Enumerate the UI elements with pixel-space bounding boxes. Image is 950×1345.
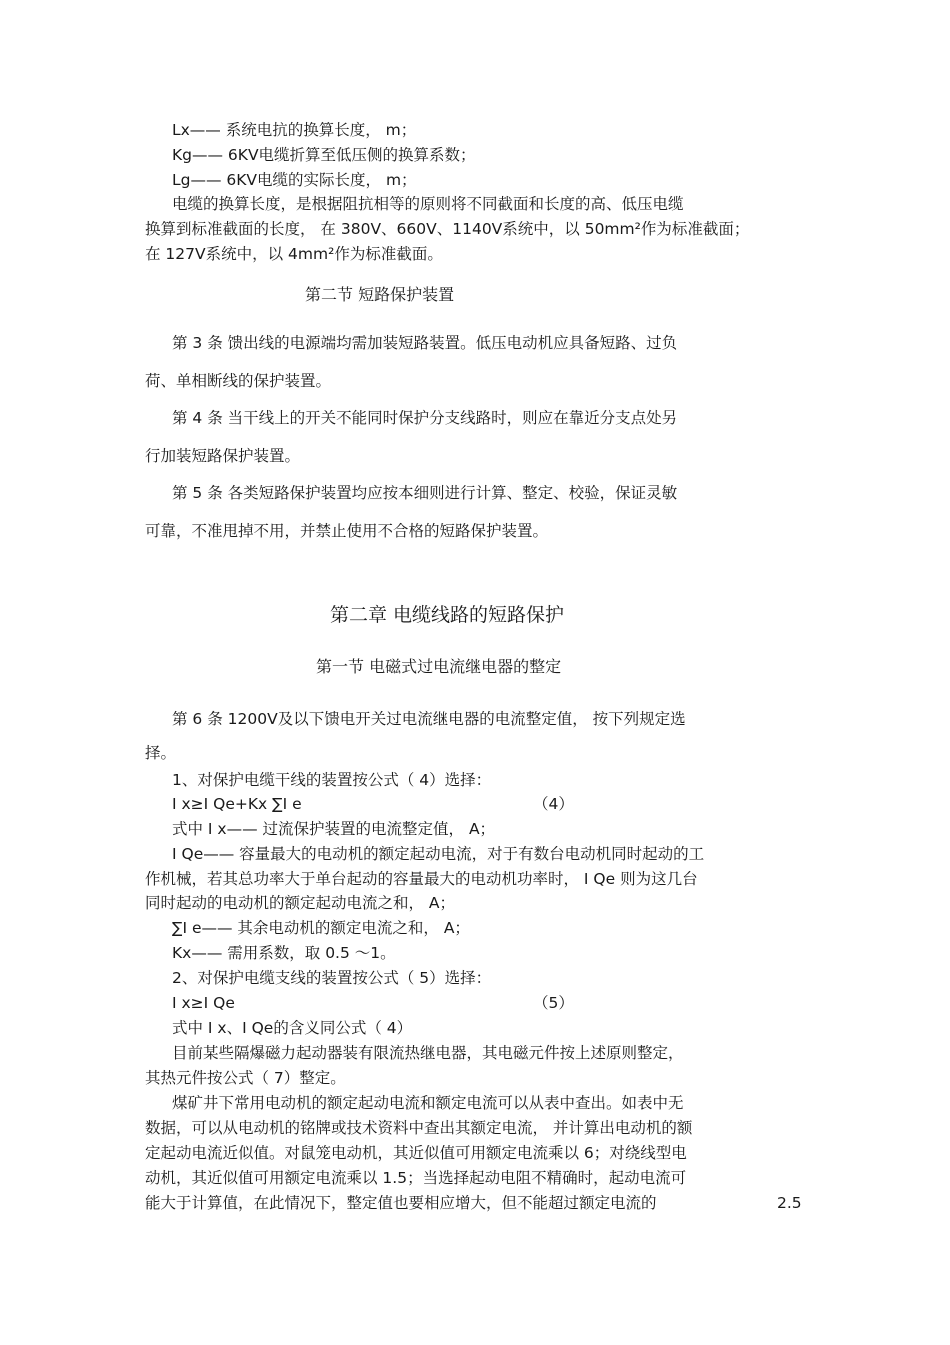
formula-5: I x≥I Qe <box>172 994 235 1012</box>
item-1-def-2a: I Qe—— 容量最大的电动机的额定起动电流，对于有数台电动机同时起动的工 <box>172 845 705 863</box>
para-2-line-1: 煤矿井下常用电动机的额定起动电流和额定电流可以从表中查出。如表中无 <box>172 1094 684 1112</box>
para-2-line-4: 动机，其近似值可用额定电流乘以 1.5；当选择起动电阻不精确时，起动电流可 <box>145 1169 687 1187</box>
item-2-def-1: 式中 I x、I Qe的含义同公式（ 4） <box>172 1019 413 1037</box>
article-5-line-1: 第 5 条 各类短路保护装置均应按本细则进行计算、整定、校验，保证灵敏 <box>172 484 678 502</box>
formula-4-number: （4） <box>533 795 574 813</box>
article-6-line-1: 第 6 条 1200V及以下馈电开关过电流继电器的电流整定值， 按下列规定选 <box>172 710 686 728</box>
item-1-def-2c: 同时起动的电动机的额定起动电流之和， A； <box>145 894 456 912</box>
item-1-def-1: 式中 I x—— 过流保护装置的电流整定值， A； <box>172 820 496 838</box>
section-1-title: 第一节 电磁式过电流继电器的整定 <box>316 657 562 676</box>
section-2-title: 第二节 短路保护装置 <box>305 285 455 304</box>
item-2-heading: 2、对保护电缆支线的装置按公式（ 5）选择： <box>172 969 492 987</box>
item-1-def-2b: 作机械，若其总功率大于单台起动的容量最大的电动机功率时， I Qe 则为这几台 <box>145 870 698 888</box>
article-6-line-2: 择。 <box>145 744 177 762</box>
formula-5-number: （5） <box>533 994 574 1012</box>
chapter-2-title: 第二章 电缆线路的短路保护 <box>330 604 565 626</box>
intro-line-3: 在 127V系统中，以 4mm²作为标准截面。 <box>145 245 443 263</box>
def-lx: Lx—— 系统电抗的换算长度， m； <box>172 121 417 139</box>
intro-line-1: 电缆的换算长度，是根据阻抗相等的原则将不同截面和长度的高、低压电缆 <box>172 195 684 213</box>
para-1-line-1: 目前某些隔爆磁力起动器装有限流热继电器，其电磁元件按上述原则整定， <box>172 1044 684 1062</box>
article-4-line-1: 第 4 条 当干线上的开关不能同时保护分支线路时，则应在靠近分支点处另 <box>172 409 678 427</box>
item-1-def-4: Kx—— 需用系数，取 0.5 ～1。 <box>172 944 396 962</box>
formula-4: I x≥I Qe+Kx ∑I e <box>172 795 302 813</box>
def-kg: Kg—— 6KV电缆折算至低压侧的换算系数； <box>172 146 476 164</box>
para-2-line-2: 数据，可以从电动机的铭牌或技术资料中查出其额定电流， 并计算出电动机的额 <box>145 1119 693 1137</box>
para-2-line-5-end: 2.5 <box>777 1194 802 1212</box>
para-2-line-5: 能大于计算值，在此情况下，整定值也要相应增大，但不能超过额定电流的 <box>145 1194 657 1212</box>
item-1-heading: 1、对保护电缆干线的装置按公式（ 4）选择： <box>172 771 492 789</box>
def-lg: Lg—— 6KV电缆的实际长度， m； <box>172 171 417 189</box>
article-3-line-2: 荷、单相断线的保护装置。 <box>145 372 332 390</box>
article-4-line-2: 行加装短路保护装置。 <box>145 447 301 465</box>
para-2-line-3: 定起动电流近似值。对鼠笼电动机，其近似值可用额定电流乘以 6；对绕线型电 <box>145 1144 687 1162</box>
article-3-line-1: 第 3 条 馈出线的电源端均需加装短路装置。低压电动机应具备短路、过负 <box>172 334 678 352</box>
item-1-def-3: ∑I e—— 其余电动机的额定电流之和， A； <box>172 919 470 937</box>
intro-line-2: 换算到标准截面的长度， 在 380V、660V、1140V系统中，以 50mm²作为标准截面； <box>145 220 750 238</box>
article-5-line-2: 可靠，不准甩掉不用，并禁止使用不合格的短路保护装置。 <box>145 522 549 540</box>
para-1-line-2: 其热元件按公式（ 7）整定。 <box>145 1069 346 1087</box>
